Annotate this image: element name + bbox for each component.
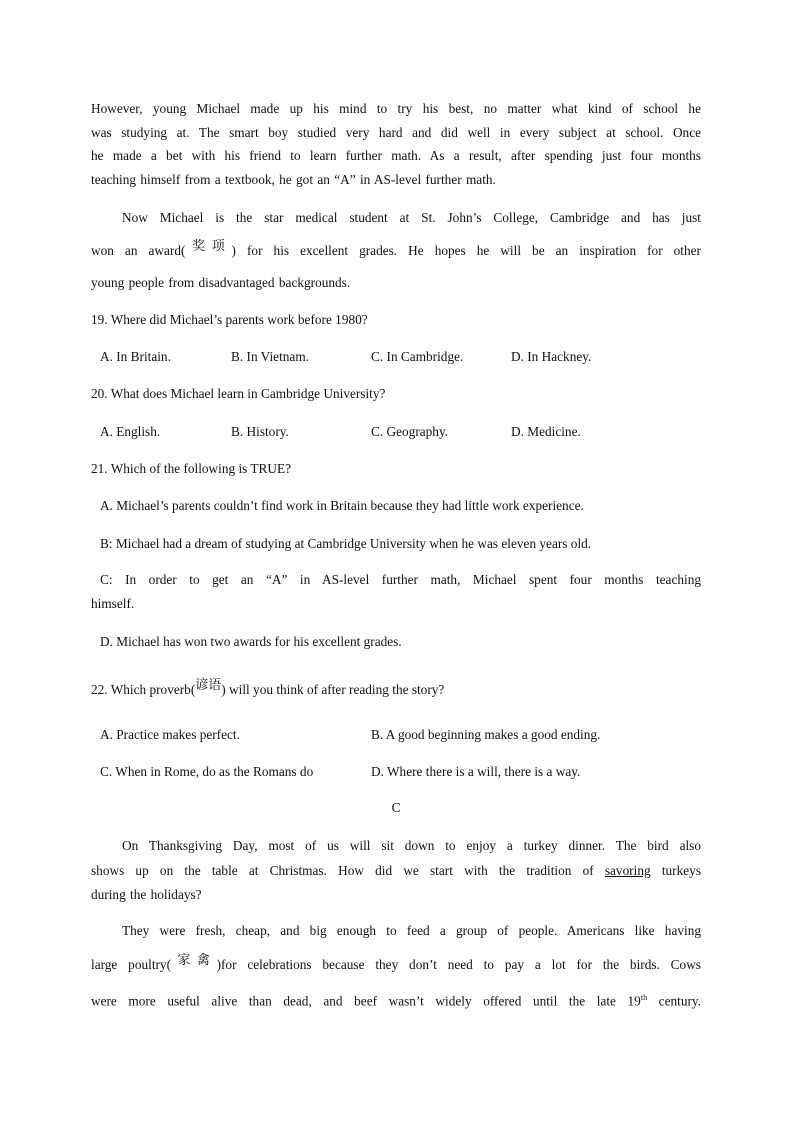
option-d: D. Medicine. — [511, 424, 581, 439]
chinese-gloss: 谚语 — [195, 678, 222, 693]
passage-paragraph — [91, 919, 701, 1013]
text-line: were more useful alive than dead, and beef wasn’t widely offered until the late 19th century. — [91, 993, 702, 1009]
question-21: 21. Which of the following is TRUE? — [91, 461, 292, 476]
text-line: large poultry(家禽)for celebrations because they don’t need to pay a lot for the birds. Cows — [91, 953, 701, 972]
option-d: D. Where there is a will, there is a way. — [371, 764, 581, 779]
option-a: A. In Britain. — [100, 349, 171, 364]
text-line: However, young Michael made up his mind to try his best, no matter what kind of school he — [91, 101, 701, 116]
option-d: D. Michael has won two awards for his excellent grades. — [100, 634, 402, 649]
question-19: 19. Where did Michael’s parents work before 1980? — [91, 312, 368, 327]
section-heading: C — [391, 800, 401, 815]
option-b: B. A good beginning makes a good ending. — [371, 727, 601, 742]
option-a: A. Michael’s parents couldn’t find work in Britain because they had little work experience. — [100, 498, 584, 513]
option-c: C. When in Rome, do as the Romans do — [100, 764, 314, 779]
text-line: during the holidays? — [91, 887, 202, 902]
passage-paragraph — [91, 834, 701, 908]
option-c: C. In Cambridge. — [371, 349, 464, 364]
text-line: teaching himself from a textbook, he got an “A” in AS-level further math. — [91, 171, 496, 187]
option-c: C: In order to get an “A” in AS-level further math, Michael spent four months teaching himself. — [91, 572, 701, 611]
option-b: B. History. — [231, 424, 289, 439]
underlined-word: savoring — [604, 862, 651, 878]
text-line: won an award(奖项) for his excellent grades. He hopes he will be an inspiration for other — [91, 239, 701, 258]
text-line: young people from disadvantaged backgrounds. — [91, 275, 351, 290]
passage-paragraph — [91, 97, 701, 191]
passage-paragraph — [91, 206, 701, 294]
question-22: 22. Which proverb(谚语) will you think of after reading the story? — [91, 678, 445, 697]
text-line: shows up on the table at Christmas. How did we start with the tradition of savoring turkeys — [91, 862, 701, 878]
chinese-gloss: 奖项 — [185, 239, 232, 254]
option-a: A. Practice makes perfect. — [100, 727, 240, 742]
text-line: On Thanksgiving Day, most of us will sit down to enjoy a turkey dinner. The bird also — [122, 838, 701, 853]
question-20: 20. What does Michael learn in Cambridge University? — [91, 386, 386, 401]
text-line: was studying at. The smart boy studied very hard and did well in every subject at school. Once — [91, 124, 701, 140]
option-b: B: Michael had a dream of studying at Cambridge University when he was eleven years old. — [100, 536, 592, 551]
option-c: C. Geography. — [371, 424, 449, 439]
text-line: he made a bet with his friend to learn further math. As a result, after spending just four months — [91, 148, 701, 163]
option-b: B. In Vietnam. — [231, 349, 309, 364]
chinese-gloss: 家禽 — [171, 953, 217, 968]
option-d: D. In Hackney. — [511, 349, 592, 364]
option-a: A. English. — [100, 424, 161, 439]
text-line: They were fresh, cheap, and big enough to feed a group of people. Americans like having — [122, 923, 701, 938]
text-line: Now Michael is the star medical student at St. John’s College, Cambridge and has just — [122, 210, 701, 225]
